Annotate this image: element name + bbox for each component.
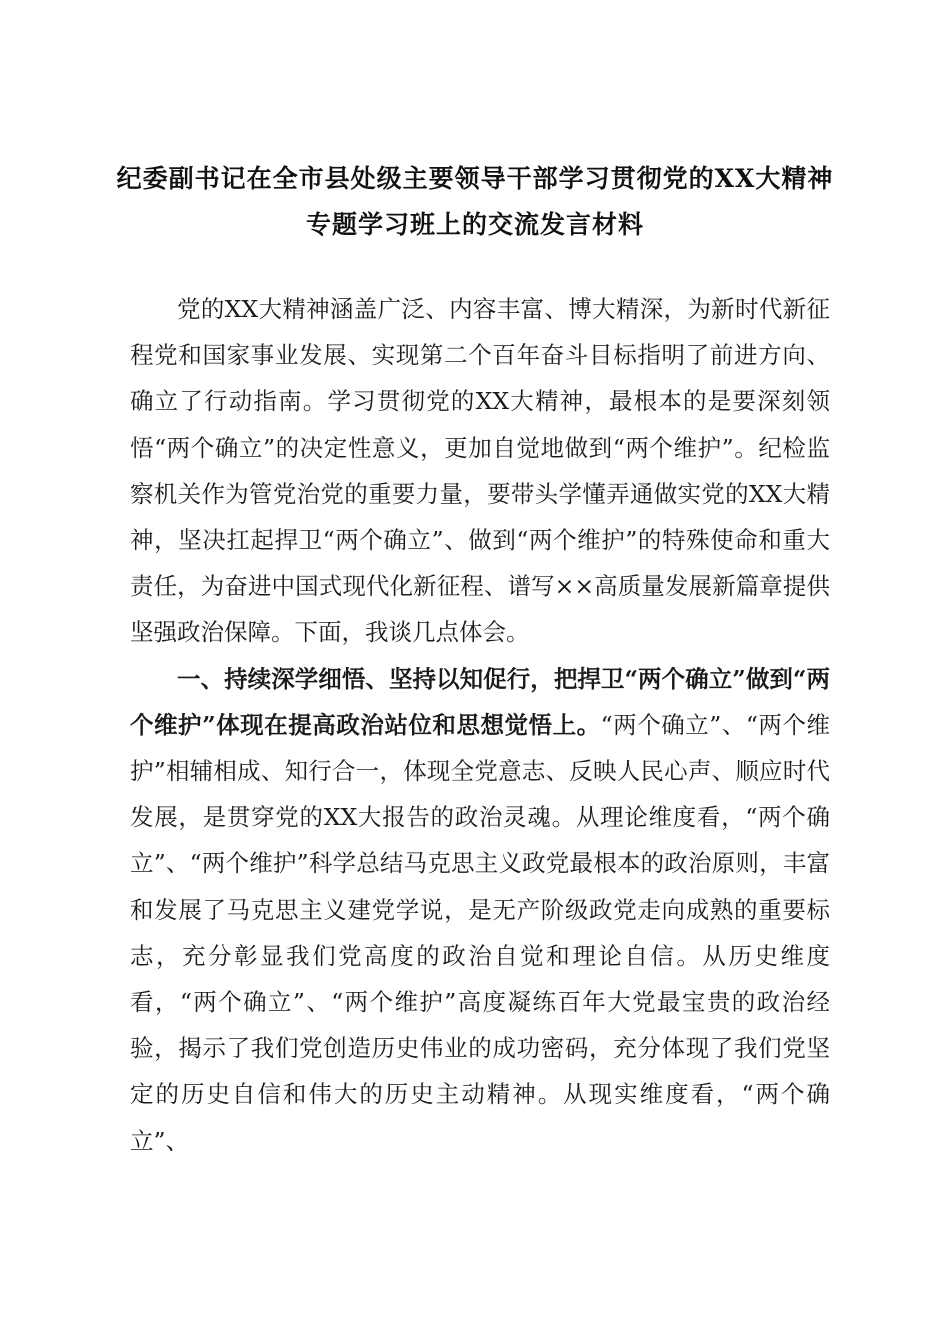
section-1-paragraph bbox=[130, 656, 830, 1164]
title-line-2: 专题学习班上的交流发言材料 bbox=[305, 210, 644, 239]
document-body bbox=[130, 286, 830, 1164]
section-1-heading: 一、持续深学细悟、坚持以知促行，把捍卫“两个确立”做到“两个维护”体现在提高政治站位和思想觉悟上。 bbox=[130, 664, 830, 739]
intro-paragraph: 党的XX大精神涵盖广泛、内容丰富、博大精深，为新时代新征程党和国家事业发展、实现第二个百年奋斗目标指明了前进方向、确立了行动指南。学习贯彻党的XX大精神，最根本的是要深刻领悟“两个确立”的决定性意义，更加自觉地做到“两个维护”。纪检监察机关作为管党治党的重要力量，要带头学懂弄通做实党的XX大精神，坚决扛起捍卫“两个确立”、做到“两个维护”的特殊使命和重大责任，为奋进中国式现代化新征程、谱写××高质量发展新篇章提供坚强政治保障。下面，我谈几点体会。 bbox=[130, 295, 830, 647]
document-title bbox=[0, 156, 950, 248]
title-line-1: 纪委副书记在全市县处级主要领导干部学习贯彻党的XX大精神 bbox=[116, 164, 834, 193]
section-1-body: “两个确立”、“两个维护”相辅相成、知行合一，体现全党意志、反映人民心声、顺应时代发展，是贯穿党的XX大报告的政治灵魂。从理论维度看，“两个确立”、“两个维护”科学总结马克思主义政党最根本的政治原则，丰富和发展了马克思主义建党学说，是无产阶级政党走向成熟的重要标志，充分彰显我们党高度的政治自觉和理论自信。从历史维度看，“两个确立”、“两个维护”高度凝练百年大党最宝贵的政治经验，揭示了我们党创造历史伟业的成功密码，充分体现了我们党坚定的历史自信和伟大的历史主动精神。从现实维度看，“两个确立”、 bbox=[130, 710, 830, 1155]
